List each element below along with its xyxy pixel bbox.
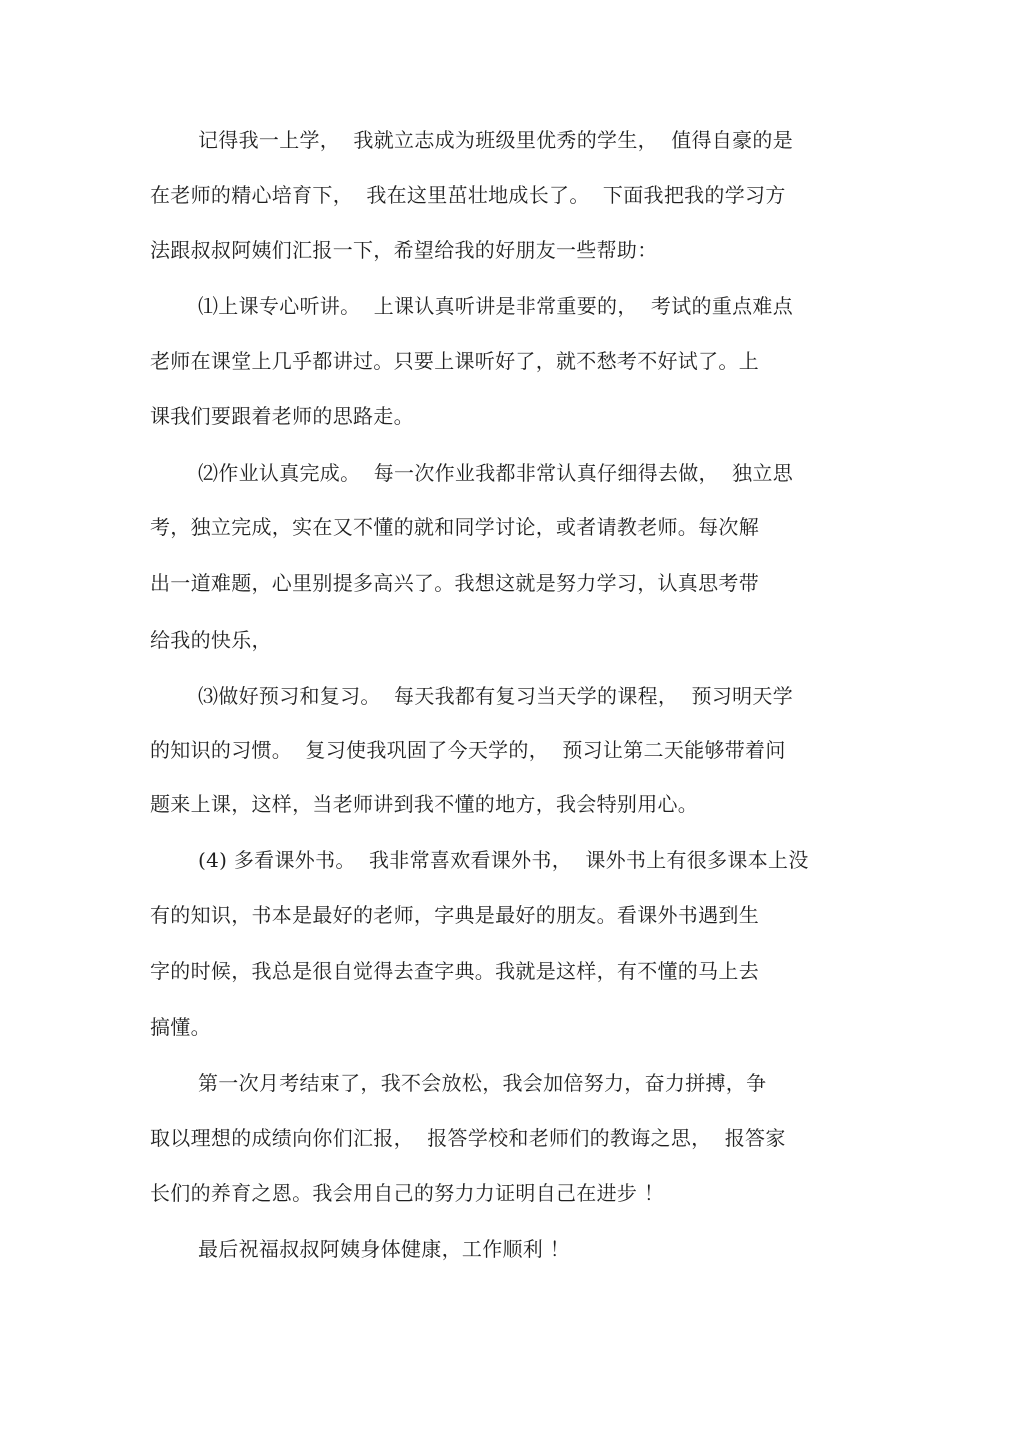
paragraph-5-line-2: 有的知识，书本是最好的老师，字典是最好的朋友。看课外书遇到生 [150, 903, 759, 927]
paragraph-2-line-1: ⑴上课专心听讲。 上课认真听讲是非常重要的， 考试的重点难点 [198, 294, 794, 318]
paragraph-3-line-2: 考，独立完成，实在又不懂的就和同学讨论，或者请教老师。每次解 [150, 515, 759, 539]
paragraph-1-line-1: 记得我一上学， 我就立志成为班级里优秀的学生， 值得自豪的是 [198, 128, 794, 152]
paragraph-4-line-2: 的知识的习惯。 复习使我巩固了今天学的， 预习让第二天能够带着问 [150, 738, 786, 762]
paragraph-4-line-3: 题来上课，这样，当老师讲到我不懂的地方，我会特别用心。 [150, 792, 699, 816]
paragraph-2-line-2: 老师在课堂上几乎都讲过。只要上课听好了，就不愁考不好试了。上 [150, 349, 759, 373]
paragraph-5-line-1: (4) 多看课外书。 我非常喜欢看课外书， 课外书上有很多课本上没 [198, 848, 809, 872]
paragraph-3-line-1: ⑵作业认真完成。 每一次作业我都非常认真仔细得去做， 独立思 [198, 461, 794, 485]
paragraph-1-line-2: 在老师的精心培育下， 我在这里茁壮地成长了。 下面我把我的学习方 [150, 183, 786, 207]
paragraph-6-line-1: 第一次月考结束了，我不会放松，我会加倍努力，奋力拼搏，争 [198, 1071, 767, 1095]
paragraph-5-line-4: 搞懂。 [150, 1015, 211, 1039]
paragraph-3-line-3: 出一道难题，心里别提多高兴了。我想这就是努力学习，认真思考带 [150, 571, 759, 595]
paragraph-2-line-3: 课我们要跟着老师的思路走。 [150, 404, 414, 428]
paragraph-3-line-4: 给我的快乐， [150, 628, 272, 652]
paragraph-5-line-3: 字的时候，我总是很自觉得去查字典。我就是这样，有不懂的马上去 [150, 959, 759, 983]
paragraph-7-line-1: 最后祝福叔叔阿姨身体健康，工作顺利 ！ [198, 1237, 571, 1261]
paragraph-1-line-3: 法跟叔叔阿姨们汇报一下，希望给我的好朋友一些帮助： [150, 238, 658, 262]
paragraph-6-line-2: 取以理想的成绩向你们汇报， 报答学校和老师们的教诲之思， 报答家 [150, 1126, 786, 1150]
paragraph-6-line-3: 长们的养育之恩。我会用自己的努力力证明自己在进步 ！ [150, 1181, 665, 1205]
paragraph-4-line-1: ⑶做好预习和复习。 每天我都有复习当天学的课程， 预习明天学 [198, 684, 794, 708]
